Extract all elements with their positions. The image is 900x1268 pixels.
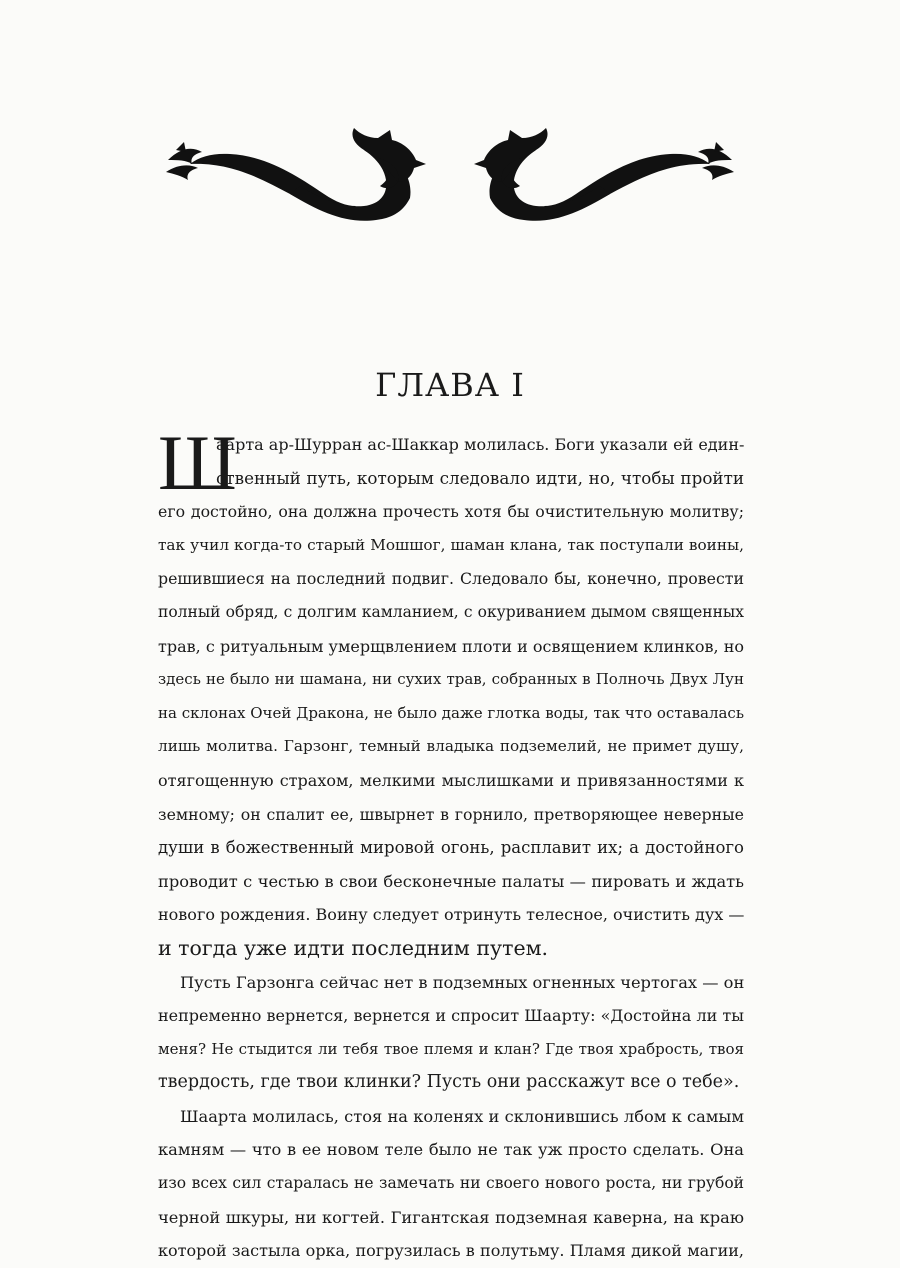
text-line: полный обряд, с долгим камланием, с окуриванием дымом священных	[158, 602, 744, 621]
text-line: Пусть Гарзонга сейчас нет в подземных огненных чертогах — он	[180, 972, 744, 992]
text-line: трав, с ритуальным умерщвлением плоти и освящением клинков, но	[158, 636, 744, 656]
text-line: так учил когда-то старый Мошшог, шаман клана, так поступали воины,	[158, 535, 744, 554]
paragraph-1	[158, 419, 744, 966]
text-line: ственный путь, которым следовало идти, но, чтобы пройти	[216, 467, 744, 488]
left-dragon-icon	[166, 128, 426, 221]
text-line: которой застыла орка, погрузилась в полутьму. Пламя дикой магии,	[158, 1241, 744, 1261]
text-line: изо всех сил старалась не замечать ни своего нового роста, ни грубой	[158, 1174, 744, 1193]
text-line: отягощенную страхом, мелкими мыслишками и привязанностями к	[158, 770, 744, 790]
text-line: черной шкуры, ни когтей. Гигантская подземная каверна, на краю	[158, 1207, 744, 1227]
text-line: здесь не было ни шамана, ни сухих трав, собранных в Полночь Двух Лун	[158, 670, 744, 689]
text-line: лишь молитва. Гарзонг, темный владыка подземелий, не примет душу,	[158, 737, 744, 756]
text-line: твердость, где твои клинки? Пусть они расскажут все о тебе».	[158, 1072, 740, 1093]
text-line: проводит с честью в свои бесконечные палаты — пировать и ждать	[158, 871, 744, 891]
right-dragon-icon	[474, 128, 734, 221]
text-line: Шаарта молилась, стоя на коленях и склонившись лбом к самым	[180, 1106, 744, 1126]
twin-dragons-ornament-icon	[150, 120, 750, 230]
text-line: решившиеся на последний подвиг. Следовало бы, конечно, провести	[158, 569, 744, 589]
text-line: души в божественный мировой огонь, расплавит их; а достойного	[158, 838, 744, 858]
text-line: его достойно, она должна прочесть хотя бы очистительную молитву;	[158, 502, 744, 522]
paragraph-3	[158, 1100, 744, 1268]
text-line: земному; он спалит ее, швырнет в горнило, претворяющее неверные	[158, 804, 744, 824]
chapter-text	[158, 419, 744, 1268]
text-line: камням — что в ее новом теле было не так уж просто сделать. Она	[158, 1140, 744, 1160]
text-line: аарта ар-Шурран ас-Шаккар молилась. Боги указали ей един-	[216, 435, 744, 454]
drop-cap: Ш	[158, 419, 237, 506]
text-line: непременно вернется, вернется и спросит Шаарту: «Достойна ли ты	[158, 1006, 744, 1026]
text-line: на склонах Очей Дракона, не было даже глотка воды, так что оставалась	[158, 703, 744, 722]
chapter-title: ГЛАВА I	[375, 366, 525, 404]
text-line: и тогда уже идти последним путем.	[158, 935, 549, 960]
paragraph-2	[158, 966, 744, 1100]
text-line: нового рождения. Воину следует отринуть телесное, очистить дух —	[158, 905, 744, 925]
text-line: меня? Не стыдится ли тебя твое племя и клан? Где твоя храбрость, твоя	[158, 1039, 744, 1058]
